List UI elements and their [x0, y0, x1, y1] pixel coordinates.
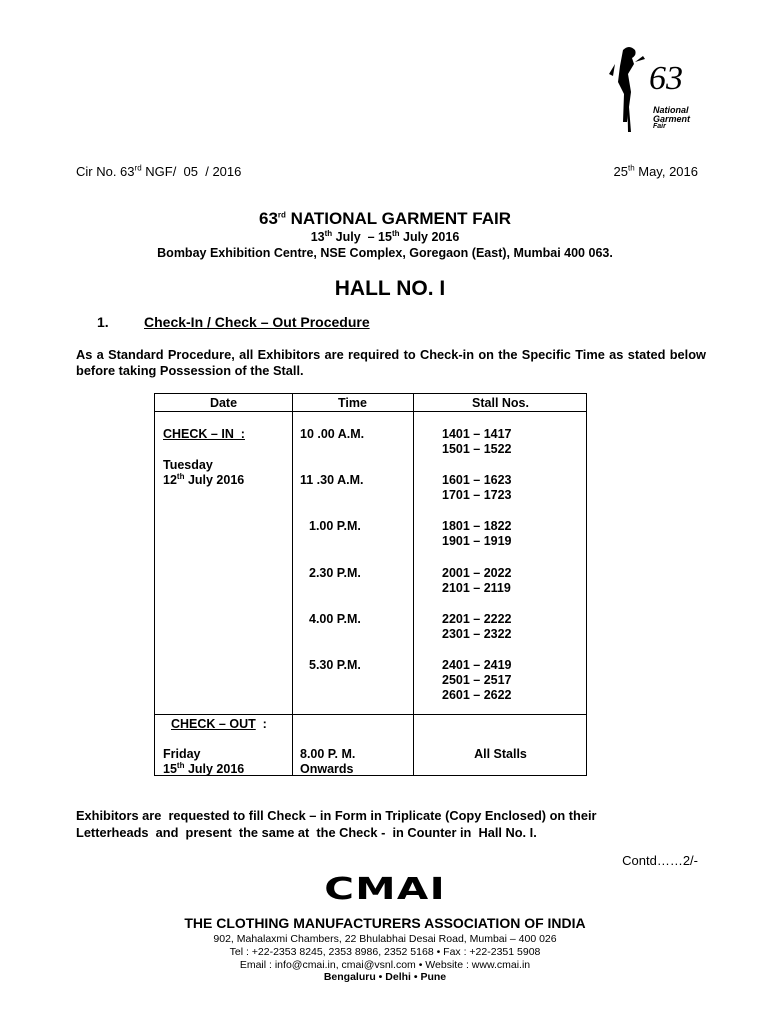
stall-range: 1401 – 1417	[442, 427, 512, 441]
checkin-label: CHECK – IN :	[163, 427, 245, 441]
stall-range: 2101 – 2119	[442, 581, 511, 595]
venue: Bombay Exhibition Centre, NSE Complex, Goregaon (East), Mumbai 400 063.	[157, 246, 613, 260]
checkout-label: CHECK – OUT :	[171, 717, 267, 731]
organization-email: Email : info@cmai.in, cmai@vsnl.com • Website : www.cmai.in	[239, 959, 531, 971]
stall-range: 2301 – 2322	[442, 627, 512, 641]
fair-dates: 13th July – 15th July 2016	[310, 228, 460, 244]
organization-cities: Bengaluru • Delhi • Pune	[323, 971, 447, 983]
checkout-stalls: All Stalls	[474, 747, 527, 761]
circular-date: 25th May, 2016	[613, 163, 698, 179]
continued-marker: Contd……2/-	[622, 853, 698, 868]
section-title: Check-In / Check – Out Procedure	[144, 314, 370, 330]
section-number: 1.	[97, 314, 109, 330]
organization-address: 902, Mahalaxmi Chambers, 22 Bhulabhai Desai Road, Mumbai – 400 026	[213, 933, 557, 945]
stall-range: 2601 – 2622	[442, 688, 512, 702]
stall-range: 1701 – 1723	[442, 488, 512, 502]
organization-name: THE CLOTHING MANUFACTURERS ASSOCIATION OF INDIA	[184, 915, 586, 931]
stall-range: 1901 – 1919	[442, 534, 512, 548]
time-slot: 10 .00 A.M.	[300, 427, 365, 441]
time-slot: 4.00 P.M.	[309, 612, 361, 626]
header-stalls: Stall Nos.	[472, 396, 529, 410]
time-slot: 11 .30 A.M.	[300, 473, 364, 487]
checkin-date: 12th July 2016	[163, 471, 245, 487]
header-date: Date	[209, 396, 238, 410]
schedule-table	[154, 393, 587, 776]
checkin-day: Tuesday	[163, 458, 213, 472]
logo-line1: National	[653, 105, 689, 115]
organization-phone: Tel : +22-2353 8245, 2353 8986, 2352 5168 • Fax : +22-2351 5908	[229, 946, 541, 958]
logo-line3: Fair	[653, 123, 666, 130]
page-title: 63rd NATIONAL GARMENT FAIR	[258, 209, 511, 228]
stall-range: 2401 – 2419	[442, 658, 512, 672]
cmai-logo: CMAI	[324, 872, 446, 907]
stall-range: 2201 – 2222	[442, 612, 512, 626]
time-slot: 1.00 P.M.	[309, 519, 361, 533]
stall-range: 1601 – 1623	[442, 473, 512, 487]
stall-range: 1801 – 1822	[442, 519, 512, 533]
checkout-time-onwards: Onwards	[300, 762, 354, 776]
hall-heading: HALL NO. I	[334, 277, 446, 300]
checkout-date: 15th July 2016	[163, 760, 245, 776]
checkout-time: 8.00 P. M.	[300, 747, 356, 761]
circular-number: Cir No. 63rd NGF/ 05 / 2016	[76, 163, 242, 179]
logo-number: 63	[649, 60, 683, 97]
stall-range: 1501 – 1522	[442, 442, 512, 456]
stall-range: 2001 – 2022	[442, 566, 512, 580]
ngf-logo	[605, 42, 700, 147]
exhibitors-note: Exhibitors are requested to fill Check – in Form in Triplicate (Copy Enclosed) on their Letterheads and present the same at the Check - in Counter in Hall No. I.	[76, 808, 597, 840]
time-slot: 5.30 P.M.	[309, 658, 361, 672]
checkout-day: Friday	[163, 747, 201, 761]
header-time: Time	[338, 396, 367, 410]
intro-paragraph: As a Standard Procedure, all Exhibitors are required to Check-in on the Specific Time as stated below before taking Possession of the Stall.	[76, 347, 706, 378]
logo-line2: Garment	[653, 114, 691, 124]
time-slot: 2.30 P.M.	[309, 566, 361, 580]
stall-range: 2501 – 2517	[442, 673, 512, 687]
